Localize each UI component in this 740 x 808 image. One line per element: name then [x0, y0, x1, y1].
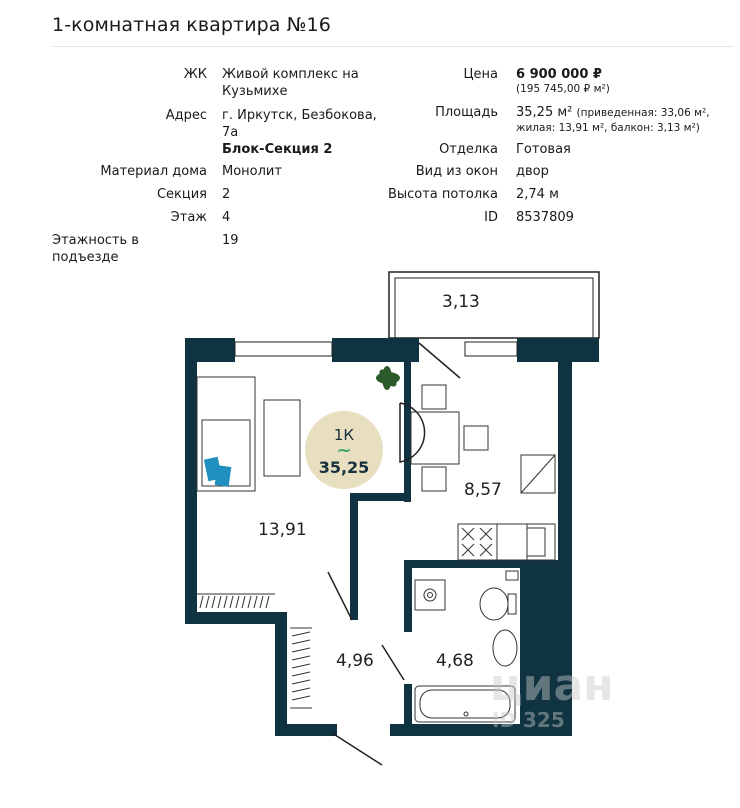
detail-label-floor: Этаж	[170, 210, 207, 225]
detail-value-floor: 4	[222, 210, 231, 225]
area-detail-2: жилая: 13,91 м², балкон: 3,13 м²)	[516, 122, 700, 134]
badge-area: 35,25	[318, 458, 370, 477]
detail-value-complex[interactable]: Живой комплекс на Кузьмихе	[222, 67, 359, 99]
badge-tilde: ~	[336, 440, 352, 461]
detail-label-address: Адрес	[165, 108, 207, 123]
balcony-door[interactable]	[419, 343, 460, 378]
stove-icon	[462, 528, 492, 556]
detail-label-finish: Отделка	[439, 142, 498, 157]
badge-type: 1К	[333, 426, 355, 444]
detail-label-complex: ЖК	[183, 67, 207, 82]
room-label-hallway: 4,96	[336, 651, 374, 671]
watermark-logo: циан	[490, 660, 614, 711]
detail-label-ceiling: Высота потолка	[387, 187, 498, 202]
detail-value-view: двор	[516, 164, 549, 179]
area-detail-1: (приведенная: 33,06 м²,	[576, 107, 710, 119]
room-label-bathroom: 4,68	[436, 651, 474, 671]
detail-value-price: 6 900 000 ₽	[516, 67, 602, 82]
detail-value-section: 2	[222, 187, 231, 202]
detail-value-block: Блок-Секция 2	[222, 142, 333, 157]
wardrobe	[197, 594, 312, 708]
detail-value-floors-total: 19	[222, 233, 239, 248]
bathroom-door[interactable]	[382, 645, 404, 680]
room-label-kitchen: 8,57	[464, 480, 502, 500]
detail-label-id: ID	[484, 210, 498, 225]
detail-value-address: г. Иркутск, Безбокова, 7а	[222, 108, 377, 140]
detail-value-ceiling: 2,74 м	[516, 187, 559, 202]
page-title: 1-комнатная квартира №16	[52, 14, 331, 36]
detail-value-finish: Готовая	[516, 142, 571, 157]
detail-label-floors-total: Этажность в подъезде	[52, 233, 139, 265]
watermark-id: ID 325	[492, 708, 565, 732]
detail-label-price: Цена	[463, 67, 498, 82]
detail-label-view: Вид из окон	[415, 164, 498, 179]
kitchen-counter	[458, 455, 555, 560]
detail-value-price-per-m2: (195 745,00 ₽ м²)	[516, 83, 610, 95]
detail-label-section: Секция	[156, 187, 207, 202]
hallway-door[interactable]	[332, 733, 382, 765]
balcony	[389, 272, 599, 338]
detail-label-area: Площадь	[435, 105, 498, 120]
detail-value-id: 8537809	[516, 210, 574, 225]
plant-icon	[376, 366, 400, 390]
room-label-living: 13,91	[258, 520, 307, 540]
area-main: 35,25 м²	[516, 105, 573, 120]
detail-label-material: Материал дома	[100, 164, 207, 179]
pillows	[204, 457, 231, 487]
detail-value-material: Монолит	[222, 164, 282, 179]
dining-set	[411, 385, 488, 491]
room-label-balcony: 3,13	[442, 292, 480, 312]
wardrobe-door[interactable]	[328, 572, 352, 620]
